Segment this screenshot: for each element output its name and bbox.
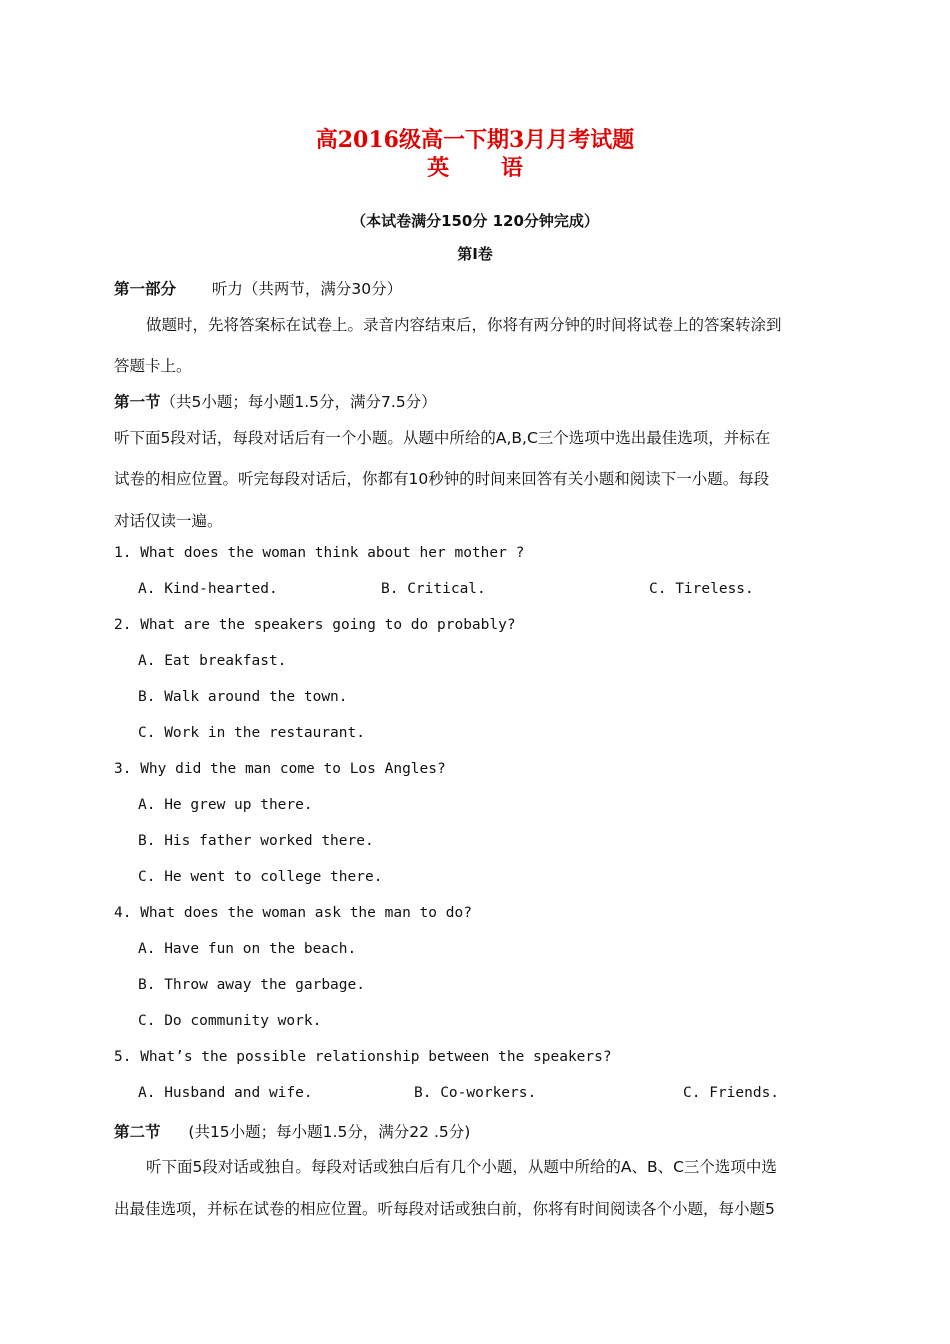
question-5: 5. What’s the possible relationship between the speakers?	[114, 1049, 612, 1065]
question-3-option-b: B. His father worked there.	[138, 833, 374, 849]
section2-line1: 听下面5段对话或独自。每段对话或独白后有几个小题，从题中所给的A、B、C三个选项中选	[146, 1158, 777, 1176]
question-2: 2. What are the speakers going to do probably?	[114, 617, 516, 633]
question-4-option-b: B. Throw away the garbage.	[138, 977, 365, 993]
question-4: 4. What does the woman ask the man to do?	[114, 905, 472, 921]
part1-title: 听力（共两节，满分30分）	[211, 280, 403, 298]
subject-title: 英 语	[427, 155, 545, 181]
question-3-option-a: A. He grew up there.	[138, 797, 313, 813]
question-1-option-a: A. Kind-hearted.	[138, 581, 278, 597]
question-1-option-c: C. Tireless.	[649, 581, 754, 597]
section1-heading-row	[114, 390, 437, 412]
section1-line2: 试卷的相应位置。听完每段对话后，你都有10秒钟的时间来回答有关小题和阅读下一小题。每段	[114, 470, 770, 488]
question-2-option-a: A. Eat breakfast.	[138, 653, 287, 669]
question-3: 3. Why did the man come to Los Angles?	[114, 761, 446, 777]
question-2-option-b: B. Walk around the town.	[138, 689, 348, 705]
question-5-option-a: A. Husband and wife.	[138, 1085, 313, 1101]
section2-line2: 出最佳选项，并标在试卷的相应位置。听每段对话或独白前，你将有时间阅读各个小题，每小题5	[114, 1200, 775, 1218]
section1-line3: 对话仅读一遍。	[114, 512, 223, 530]
section2-heading-row	[114, 1120, 470, 1142]
exam-note: （本试卷满分150分 120分钟完成）	[351, 212, 599, 230]
section1-line1: 听下面5段对话，每段对话后有一个小题。从题中所给的A,B,C三个选项中选出最佳选项，并标在	[114, 429, 771, 447]
question-5-option-c: C. Friends.	[683, 1085, 780, 1101]
part1-instruction-line1: 做题时，先将答案标在试卷上。录音内容结束后，你将有两分钟的时间将试卷上的答案转涂到	[146, 316, 782, 334]
question-1-option-b: B. Critical.	[381, 581, 486, 597]
section2-desc: (共15小题；每小题1.5分，满分22 .5分)	[188, 1123, 471, 1141]
question-4-option-c: C. Do community work.	[138, 1013, 322, 1029]
part1-heading: 第一部分	[114, 280, 177, 298]
section1-desc: （共5小题；每小题1.5分，满分7.5分）	[160, 393, 437, 411]
section2-heading: 第二节	[114, 1123, 161, 1141]
question-3-option-c: C. He went to college there.	[138, 869, 383, 885]
part1-instruction-line2: 答题卡上。	[114, 357, 192, 375]
part1-heading-row	[114, 277, 402, 299]
exam-title: 高2016级高一下期3月月考试题	[315, 127, 635, 153]
question-5-option-b: B. Co-workers.	[414, 1085, 537, 1101]
volume-label: 第I卷	[457, 245, 493, 263]
section1-heading: 第一节	[114, 393, 161, 411]
question-2-option-c: C. Work in the restaurant.	[138, 725, 365, 741]
question-1: 1. What does the woman think about her mother ?	[114, 545, 525, 561]
question-4-option-a: A. Have fun on the beach.	[138, 941, 357, 957]
